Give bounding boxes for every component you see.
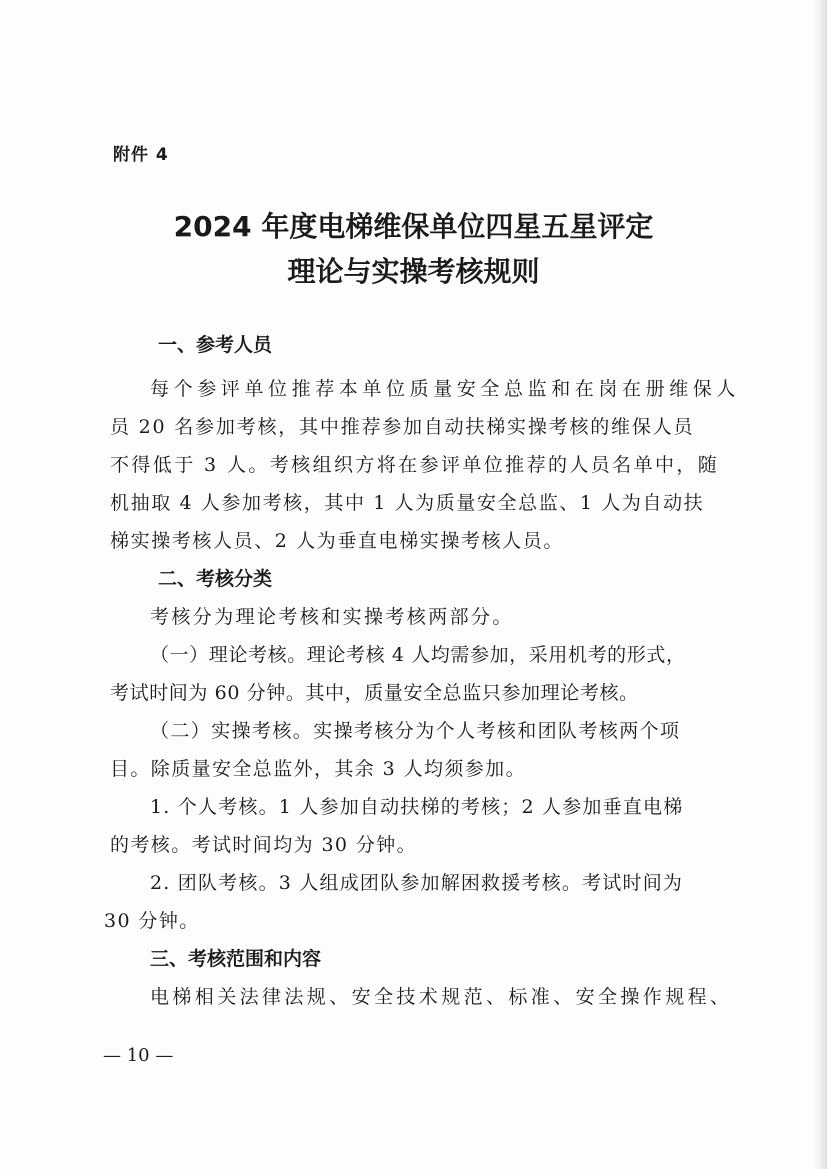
page-number: — 10 — [103, 1045, 174, 1066]
section-1-line-1: 每个参评单位推荐本单位质量安全总监和在岗在册维保人 [150, 378, 741, 400]
section-2-line-8: 2. 团队考核。3 人组成团队参加解困救援考核。考试时间为 [150, 872, 684, 894]
section-2-line-2: （一）理论考核。理论考核 4 人均需参加，采用机考的形式， [150, 644, 686, 666]
section-2-line-7: 的考核。考试时间均为 30 分钟。 [110, 834, 418, 856]
section-1-line-5: 梯实操考核人员、2 人为垂直电梯实操考核人员。 [110, 530, 564, 552]
section-3-line-1: 电梯相关法律法规、安全技术规范、标准、安全操作规程、 [150, 986, 733, 1008]
page-edge-shadow [813, 0, 827, 1169]
section-2-line-6: 1. 个人考核。1 人参加自动扶梯的考核；2 人参加垂直电梯 [150, 796, 684, 818]
section-1-line-4: 机抽取 4 人参加考核，其中 1 人为质量安全总监、1 人为自动扶 [110, 492, 705, 514]
attachment-label: 附件 4 [113, 145, 169, 165]
section-1-heading: 一、参考人员 [158, 334, 273, 356]
section-2-line-1: 考核分为理论考核和实操考核两部分。 [150, 606, 514, 628]
section-2-line-4: （二）实操考核。实操考核分为个人考核和团队考核两个项 [150, 720, 681, 742]
document-title-line-1: 2024 年度电梯维保单位四星五星评定 [173, 210, 654, 243]
section-2-line-5: 目。除质量安全总监外，其余 3 人均须参加。 [110, 758, 526, 780]
section-3-heading: 三、考核范围和内容 [150, 948, 322, 970]
section-2-line-9: 30 分钟。 [104, 910, 200, 932]
section-1-line-3: 不得低于 3 人。考核组织方将在参评单位推荐的人员名单中，随 [110, 454, 720, 476]
section-1-line-2: 员 20 名参加考核，其中推荐参加自动扶梯实操考核的维保人员 [110, 416, 695, 438]
document-title-line-2: 理论与实操考核规则 [287, 255, 540, 288]
section-2-line-3: 考试时间为 60 分钟。其中，质量安全总监只参加理论考核。 [110, 682, 639, 704]
section-2-heading: 二、考核分类 [158, 568, 273, 590]
